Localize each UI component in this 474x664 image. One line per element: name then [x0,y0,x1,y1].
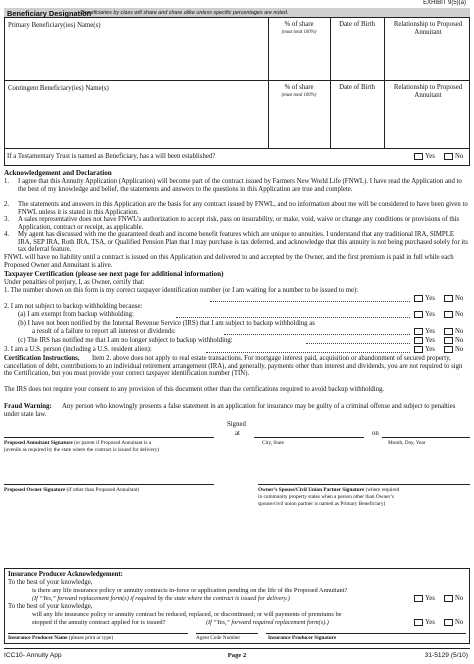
section-divider [4,80,470,81]
relationship-label-2: Relationship to Proposed Annuitant [393,84,463,99]
producer-question-1: is there any life insurance policy or annuity contracts in-force or application pending on the life of the Proposed Annuitant? [32,587,348,594]
relationship-label: Relationship to Proposed Annuitant [393,21,463,36]
dob-label: Date of Birth [339,21,375,28]
producer-q1-no-label: No [455,595,464,602]
producer-signature-caption: Insurance Producer Signature [268,635,337,641]
taxpayer-title: Taxpayer Certification (please see next page for additional information) [4,270,224,278]
contingent-beneficiary-label: Contingent Beneficiary(ies) Name(s) [8,85,109,92]
ack-item-number: 3. [4,216,10,223]
not-notified-no-label: No [455,328,464,335]
col-divider-pct [268,18,269,148]
producer-q2-yes-checkbox[interactable] [414,619,423,626]
tin-no-label: No [455,295,464,302]
irs-consent-text: The IRS does not require your consent to any provision of this document other than the certifications required to avoid backup withholding. [4,386,385,393]
us-person-no-checkbox[interactable] [444,346,453,353]
not-notified-no-checkbox[interactable] [444,328,453,335]
trust-yes-label: Yes [425,153,435,160]
trust-no-checkbox[interactable] [444,153,453,160]
leader-line [210,301,410,302]
agent-code-line[interactable] [196,633,258,634]
col-divider-rel [384,18,385,148]
annuitant-signature-caption [4,440,151,446]
spouse-signature-note-3: spouse/civil union partner is named as Primary Beneficiary) [258,501,386,507]
owner-signature-note: (if other than Proposed Annuitant) [66,487,140,493]
signed-on-label: on [372,430,379,437]
acknowledgement-title: Acknowledgement and Declaration [4,169,112,177]
leader-line [224,334,410,335]
producer-q1-yes-checkbox[interactable] [414,595,423,602]
us-person-yes-checkbox[interactable] [414,346,423,353]
not-notified-yes-checkbox[interactable] [414,328,423,335]
spouse-signature-caption [258,487,399,493]
owner-signature-line[interactable] [4,484,214,485]
exempt-yes-checkbox[interactable] [414,311,423,318]
date-line[interactable] [382,437,470,438]
leader-line [306,343,410,344]
taxpayer-item-3: 3. I am a U.S. person (including a U.S. resident alien): [4,346,152,353]
footer-rule [4,648,470,649]
testamentary-trust-question: If a Testamentary Trust is named as Beneficiary, has a will been established? [7,153,216,160]
ack-item-text: My agent has discussed with me the guaranteed death and income benefit features which are unique to annuities. I understand that any traditional IRA, SIMPLE IRA, SEP IRA, Roth IRA, TSA, or Qualified Pension Plan that I may purchase is tax deferred, and acknowledge that this annuity is not being purchased solely for its tax deferral feature. [18,231,468,254]
spouse-signature-label: Owner’s Spouse/Civil Union Partner Signature [258,487,365,493]
beneficiary-subtitle: Beneficiaries by class will share and share alike unless specific percentages are noted. [81,10,289,16]
ack-item-number: 1. [4,178,10,185]
exempt-no-label: No [455,311,464,318]
ack-item-text: I agree that this Annuity Application (Application) will become part of the contract issued by Farmers New World Life (FNWL). I have read the Application and to the best of my knowledge and belief, the statements and answers to the questions in this Application are true and complete. [18,178,462,193]
agent-code-caption: Agent Code Number [196,635,241,641]
annuitant-signature-line[interactable] [4,437,214,438]
producer-q1-yes-label: Yes [425,595,435,602]
date-caption: Month, Day, Year [388,440,426,446]
spouse-signature-line[interactable] [258,484,470,485]
producer-name-label: Insurance Producer Name [8,635,68,641]
dob-label-2: Date of Birth [339,84,375,91]
us-person-yes-label: Yes [425,346,435,353]
taxpayer-item-2b: (b) I have not been notified by the Internal Revenue Service (IRS) that I am subject to backup withholding as [18,320,315,327]
annuitant-signature-note: (or parent if Proposed Annuitant is a [74,440,152,446]
tin-no-checkbox[interactable] [444,295,453,302]
spouse-signature-note: (where required [365,487,400,493]
exempt-no-checkbox[interactable] [444,311,453,318]
producer-q1-no-checkbox[interactable] [444,595,453,602]
city-state-line[interactable] [254,437,364,438]
producer-q2-no-checkbox[interactable] [444,619,453,626]
signed-label: Signed [227,421,246,428]
pct-share-label-2: % of share [284,84,314,91]
taxpayer-item-2c: (c) The IRS has notified me that I am no longer subject to backup withholding: [18,337,233,344]
taxpayer-intro: Under penalties of perjury, I, as Owner, certify that: [4,279,145,286]
ack-item-number: 2. [4,201,10,208]
exhibit-label: EXHIBIT 9(5)(a) [423,0,466,6]
trust-no-label: No [455,153,464,160]
producer-line-1: To the best of your knowledge, [8,579,93,586]
trust-yes-checkbox[interactable] [414,153,423,160]
annuitant-signature-label: Proposed Annuitant Signature [4,440,73,446]
producer-name-line[interactable] [8,633,188,634]
footer-form-id: ICC10- Annuity App [4,652,62,659]
producer-q2-no-label: No [455,619,464,626]
leader-line [206,352,410,353]
producer-question-2: will any life insurance policy or annuity contract be reduced, replaced, or discontinued; or will payments of premiums be [32,611,342,618]
primary-beneficiary-label: Primary Beneficiary(ies) Name(s) [8,22,101,29]
producer-title: Insurance Producer Acknowledgement: [8,571,123,578]
producer-question-2-cont: stopped if the annuity contract applied for is issued? [32,619,166,626]
no-longer-subject-yes-label: Yes [425,337,435,344]
producer-signature-line[interactable] [266,633,466,634]
ack-item-text: The statements and answers in this Application are the basis for any contract issued by FNWL, and no information about me will be considered to have been given to FNWL unless it is stated in this Application. [18,201,468,216]
certification-title: Certification Instructions. [4,355,80,362]
leader-line [176,317,410,318]
footer-form-number: 31-5129 (5/10) [424,652,468,659]
producer-note-2: (If “Yes,” forward required replacement form(s).) [206,619,329,626]
annuitant-signature-note-2: juvenile as required by the state where the contract is issued for delivery) [4,447,160,453]
footer-page-number: Page 2 [227,652,247,659]
fraud-warning-title: Fraud Warning: [4,403,52,410]
exempt-yes-label: Yes [425,311,435,318]
no-longer-subject-yes-checkbox[interactable] [414,337,423,344]
city-state-caption: City, State [262,440,285,446]
trust-divider [4,148,470,149]
owner-signature-label: Proposed Owner Signature [4,487,66,493]
producer-q2-yes-label: Yes [425,619,435,626]
taxpayer-item-1: 1. The number shown on this form is my correct taxpayer identification number (or I am waiting for a number to be issued to me): [4,287,359,294]
tin-yes-checkbox[interactable] [414,295,423,302]
ack-closing: FNWL will have no liability until a contract is issued on this Application and delivered to and accepted by the Owner, and the first premium is paid in full while each Proposed Owner and Annuitant is alive. [4,254,454,269]
producer-name-caption [8,635,113,641]
producer-note-1: (If “Yes,” forward replacement form(s) if required by the state where the contract is issued for delivery.) [32,595,290,602]
pct-share-label: % of share [284,21,314,28]
pct-share-note-2: (must total 100%) [281,93,317,98]
fraud-warning-text: Any person who knowingly presents a false statement in an application for insurance may be guilty of a criminal offense and subject to penalties under state law. [4,403,456,418]
taxpayer-item-2b-cont: a result of a failure to report all interest or dividends: [32,328,176,335]
certification-text: Item 2. above does not apply to real estate transactions. For mortgage interest paid, acquisition or abandonment of secured property, cancellation of debt, contributions to an individual retirement arrangement (IRA), and generally, payments other than interest and dividends, you are not required to sign the Certification, but you must provide your correct taxpayer identification number (TIN). [4,355,463,378]
producer-line-4: To the best of your knowledge, [8,603,93,610]
signed-at-label: at [235,430,240,437]
not-notified-yes-label: Yes [425,328,435,335]
taxpayer-item-2: 2. I am not subject to backup withholding because: [4,303,143,310]
owner-signature-caption [4,487,139,493]
pct-share-note: (must total 100%) [281,30,317,35]
no-longer-subject-no-checkbox[interactable] [444,337,453,344]
col-divider-dob [330,18,331,148]
ack-item-text: A sales representative does not have FNWL’s authorization to accept risk, pass on insurability, or make, void, waive or change any conditions or provisions of this Application, contract or receipt, as applicable. [18,216,460,231]
taxpayer-item-2a: (a) I am exempt from backup withholding: [18,311,134,318]
tin-yes-label: Yes [425,295,435,302]
producer-name-hint: (please print or type) [68,635,114,641]
ack-item-number: 4. [4,231,10,238]
beneficiary-title: Beneficiary Designation [7,9,92,18]
spouse-signature-note-2: in community property states when a person other than Owner’s [258,494,394,500]
no-longer-subject-no-label: No [455,337,464,344]
us-person-no-label: No [455,346,464,353]
